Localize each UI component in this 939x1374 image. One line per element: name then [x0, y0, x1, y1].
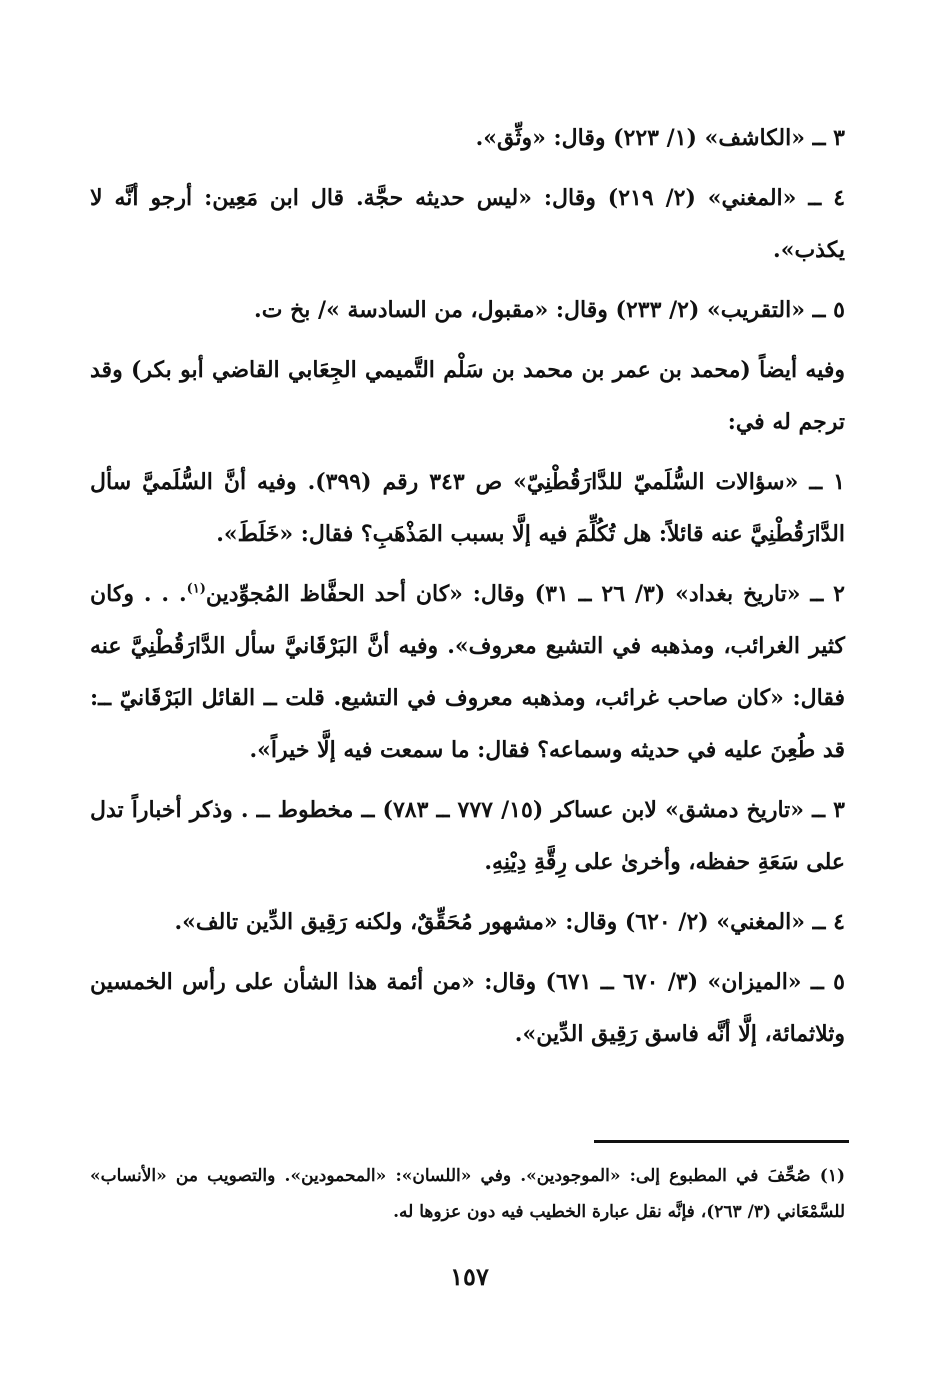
paragraph-tarikh-baghdad-rest: . . . وكان كثير الغرائب، ومذهبه في التشيع معروف». وفيه أنَّ البَرْقَانيَّ سأل الدَّارَقُطْنِيَّ عنه فقال: «كان صاحب غرائب، ومذهبه معروف في التشيع. قلت ــ القائل البَرْقَانيّ ــ: قد طُعِنَ عليه في حديثه وسماعه؟ فقال: ما سمعت فيه إلَّا خيراً».: [90, 581, 845, 763]
paragraph-kashif: ٣ ــ «الكاشف» (١/ ٢٢٣) وقال: «وثِّق».: [475, 125, 845, 151]
page-number: ١٥٧: [450, 1262, 489, 1291]
paragraph-sulami: ١ ــ «سؤالات السُّلَميّ للدَّارَقُطْنِيّ» ص ٣٤٣ رقم (٣٩٩). وفيه أنَّ السُّلَميَّ سأل الدَّارَقُطْنِيَّ عنه قائلاً: هل تُكُلِّمَ فيه إلَّا بسبب المَذْهَبِ؟ فقال: «خَلَطَ».: [90, 469, 845, 547]
paragraph-tarikh-dimashq: ٣ ــ «تاريخ دمشق» لابن عساكر (١٥/ ٧٧٧ ــ ٧٨٣) ــ مخطوط ــ . وذكر أخباراً تدل على سَعَةِ حفظه، وأخرىٰ على رِقَّةِ دِيْنِهِ.: [90, 797, 845, 875]
paragraph-tarikh-baghdad: [90, 568, 845, 776]
paragraph-mughni-2: ٤ ــ «المغني» (٢/ ٦٢٠) وقال: «مشهور مُحَقِّقٌ، ولكنه رَقِيق الدِّين تالف».: [174, 909, 845, 935]
paragraph-intro-jiabi: وفيه أيضاً (محمد بن عمر بن محمد بن سَلْم التَّميمي الجِعَابي القاضي أبو بكر) وقد ترجم له في:: [90, 357, 845, 435]
footnote: (١) صُحِّفَ في المطبوع إلى: «الموجودين». وفي «اللسان»: «المحمودين». والتصويب من «الأنساب» للسَّمْعَاني (٣/ ٢٦٣)، فإنَّه نقل عبارة الخطيب فيه دون عزوها له.: [90, 1166, 845, 1222]
page-body: [90, 112, 845, 1068]
paragraph-mizan: ٥ ــ «الميزان» (٣/ ٦٧٠ ــ ٦٧١) وقال: «من أئمة هذا الشأن على رأس الخمسين وثلاثمائة، إلَّا أنَّه فاسق رَقِيق الدِّين».: [90, 969, 845, 1047]
footnote-reference: (١): [186, 581, 206, 597]
footnote-separator: [594, 1140, 849, 1143]
paragraph-taqrib: ٥ ــ «التقريب» (٢/ ٢٣٣) وقال: «مقبول، من السادسة »/ بخ ت.: [254, 297, 845, 323]
paragraph-mughni-1: ٤ ــ «المغني» (٢/ ٢١٩) وقال: «ليس حديثه حجَّة. قال ابن مَعِين: أرجو أنَّه لا يكذب».: [90, 185, 846, 263]
paragraph-tarikh-baghdad-start: ٢ ــ «تاريخ بغداد» (٣/ ٢٦ ــ ٣١) وقال: «كان أحد الحفَّاظ المُجوِّدين: [205, 581, 845, 607]
